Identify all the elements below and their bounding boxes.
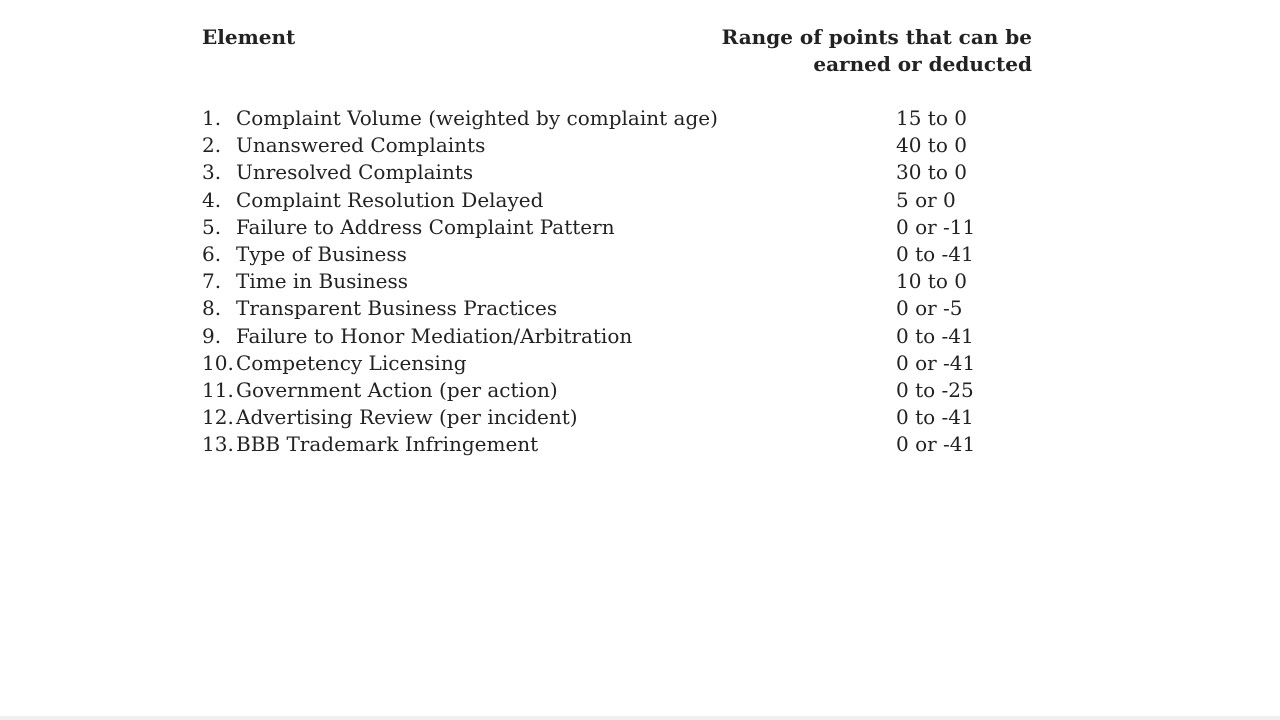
item-number: 11. — [202, 377, 234, 402]
item-range: 0 to -25 — [896, 377, 974, 402]
item-range: 30 to 0 — [896, 160, 967, 185]
item-label: Failure to Honor Mediation/Arbitration — [236, 323, 633, 348]
list-item — [202, 431, 1002, 458]
item-label: Failure to Address Complaint Pattern — [236, 214, 615, 239]
item-number: 12. — [202, 405, 234, 430]
item-number: 8. — [202, 296, 222, 321]
item-label: Unresolved Complaints — [236, 160, 474, 185]
list-item — [202, 187, 1002, 214]
item-number: 3. — [202, 160, 222, 185]
item-number: 9. — [202, 323, 222, 348]
item-number: 1. — [202, 106, 222, 130]
list-item — [202, 323, 1002, 350]
item-number: 10. — [202, 350, 234, 375]
item-number: 7. — [202, 269, 222, 294]
item-range: 0 to -41 — [896, 323, 974, 348]
item-range: 0 or -11 — [896, 214, 976, 239]
item-label: Complaint Resolution Delayed — [236, 187, 544, 212]
item-label: BBB Trademark Infringement — [236, 432, 539, 457]
item-number: 6. — [202, 241, 222, 266]
item-number: 2. — [202, 133, 222, 158]
item-label: Competency Licensing — [236, 350, 467, 375]
list-item — [202, 159, 1002, 186]
item-range: 40 to 0 — [896, 133, 967, 158]
item-label: Complaint Volume (weighted by complaint age) — [236, 106, 718, 130]
list-item — [202, 132, 1002, 159]
item-range: 0 to -41 — [896, 241, 974, 266]
list-item — [202, 295, 1002, 322]
item-range: 0 or -41 — [896, 432, 976, 457]
column-header-range: Range of points that can be earned or deducted — [721, 25, 1032, 76]
list-item — [202, 268, 1002, 295]
item-label: Government Action (per action) — [236, 377, 558, 402]
item-range: 15 to 0 — [896, 106, 967, 130]
item-label: Unanswered Complaints — [236, 133, 486, 158]
item-label: Advertising Review (per incident) — [236, 405, 578, 430]
elements-list — [202, 105, 1002, 458]
list-item — [202, 241, 1002, 268]
item-range: 0 or -41 — [896, 350, 976, 375]
column-header-element: Element — [202, 25, 296, 49]
list-item — [202, 404, 1002, 431]
item-label: Type of Business — [236, 241, 407, 266]
divider — [0, 716, 1280, 720]
item-label: Transparent Business Practices — [236, 296, 558, 321]
item-number: 4. — [202, 187, 222, 212]
item-range: 5 or 0 — [896, 187, 956, 212]
item-range: 0 to -41 — [896, 405, 974, 430]
item-range: 0 or -5 — [896, 296, 963, 321]
list-item — [202, 105, 1002, 132]
item-number: 13. — [202, 432, 234, 457]
item-label: Time in Business — [236, 269, 409, 294]
list-item — [202, 214, 1002, 241]
item-range: 10 to 0 — [896, 269, 967, 294]
list-item — [202, 377, 1002, 404]
list-item — [202, 350, 1002, 377]
item-number: 5. — [202, 214, 222, 239]
